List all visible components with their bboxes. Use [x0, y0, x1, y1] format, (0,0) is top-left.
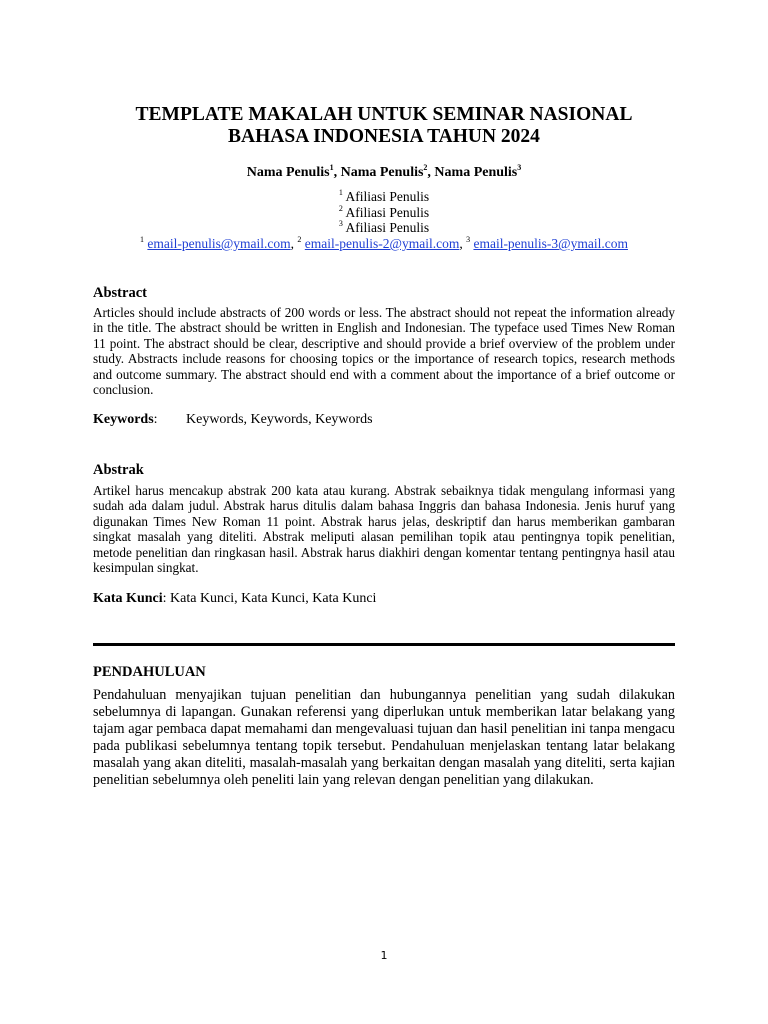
email-link-1[interactable]: email-penulis@ymail.com	[147, 236, 291, 251]
affiliation-line	[93, 189, 675, 205]
email-line: $^1$ email-penulis@ymail.com, $^2$ email-penulis-2@ymail.com, $^3$ email-penulis-3@ymail.com	[140, 235, 628, 251]
email-sup: 2	[297, 235, 302, 244]
abstrak-heading: Abstrak	[93, 462, 144, 478]
kata-kunci-label: Kata Kunci	[93, 591, 163, 606]
author-sup: 1	[329, 163, 334, 172]
abstract-heading: Abstract	[93, 285, 147, 301]
author-sup: 2	[423, 163, 428, 172]
abstract-text: Articles should include abstracts of 200 words or less. The abstract should not repeat the information already in the title. The abstract should be written in English and Indonesian. The typeface used Times New Roman 11 point. The abstract should be clear, descriptive and should provide a brief overview of the problem under study. Abstracts include reasons for choosing topics or the importance of research topics, research methods and outcome summary. The abstract should end with a comment about the importance of a brief outcome or conclusion.	[93, 305, 675, 398]
title-line-1: TEMPLATE MAKALAH UNTUK SEMINAR NASIONAL	[135, 104, 633, 125]
email-link-2[interactable]: email-penulis-2@ymail.com	[304, 236, 460, 251]
paper-title	[93, 104, 675, 148]
keywords-line: Keywords: Keywords, Keywords, Keywords	[93, 412, 373, 427]
keywords-label: Keywords	[93, 412, 154, 427]
email-sup: 3	[466, 235, 471, 244]
author-name: Nama Penulis	[246, 165, 330, 180]
email-sup: 1	[140, 235, 145, 244]
keywords-value: Keywords, Keywords, Keywords	[186, 412, 373, 427]
section-divider	[93, 643, 675, 646]
kata-kunci-value: Kata Kunci, Kata Kunci, Kata Kunci	[170, 591, 377, 606]
affiliation-sup: 3	[338, 219, 343, 228]
affiliation-line	[93, 220, 675, 236]
affiliation-text: Afiliasi Penulis	[345, 205, 430, 220]
affiliation-text: Afiliasi Penulis	[345, 189, 430, 204]
affiliation-line	[93, 205, 675, 221]
title-line-2: BAHASA INDONESIA TAHUN 2024	[228, 126, 540, 147]
email-link-3[interactable]: email-penulis-3@ymail.com	[473, 236, 628, 251]
affiliation-sup: 2	[338, 204, 343, 213]
author-list: Nama Penulis$^1$, Nama Penulis$^2$, Nama Penulis$^3$	[246, 163, 522, 180]
intro-heading: PENDAHULUAN	[93, 664, 206, 680]
affiliation-text: Afiliasi Penulis	[345, 220, 430, 235]
abstrak-text: Artikel harus mencakup abstrak 200 kata atau kurang. Abstrak sebaiknya tidak mengulang informasi yang sudah ada dalam judul. Abstrak harus ditulis dalam bahasa Inggris dan bahasa Indonesia. Jenis huruf yang digunakan Times New Roman 11 point. Abstrak harus jelas, deskriptif dan harus memberikan gambaran singkat masalah yang diteliti. Abstrak meliputi alasan pemilihan topik atau pentingnya topik penelitian, metode penelitian dan ringkasan hasil. Abstrak harus diakhiri dengan komentar tentang pentingnya hasil atau kesimpulan singkat.	[93, 483, 675, 576]
kata-kunci-line: Kata Kunci: Kata Kunci, Kata Kunci, Kata Kunci	[93, 591, 377, 606]
page-number: 1	[380, 949, 388, 962]
author-name: Nama Penulis	[340, 165, 424, 180]
author-name: Nama Penulis	[434, 165, 518, 180]
author-sup: 3	[517, 163, 522, 172]
intro-text: Pendahuluan menyajikan tujuan penelitian dan hubungannya penelitian yang sudah dilakukan sebelumnya di lapangan. Gunakan referensi yang diperlukan untuk memberikan latar belakang yang tajam agar pembaca dapat memahami dan mengevaluasi tujuan dan hasil penelitian ini tanpa mengacu pada publikasi sebelumnya tentang topik tersebut. Pendahuluan menjelaskan tentang latar belakang masalah yang akan diteliti, masalah-masalah yang berkaitan dengan masalah yang diteliti, serta kajian penelitian sebelumnya oleh peneliti lain yang relevan dengan penelitian yang dilakukan.	[93, 687, 675, 788]
affiliation-sup: 1	[338, 188, 343, 197]
